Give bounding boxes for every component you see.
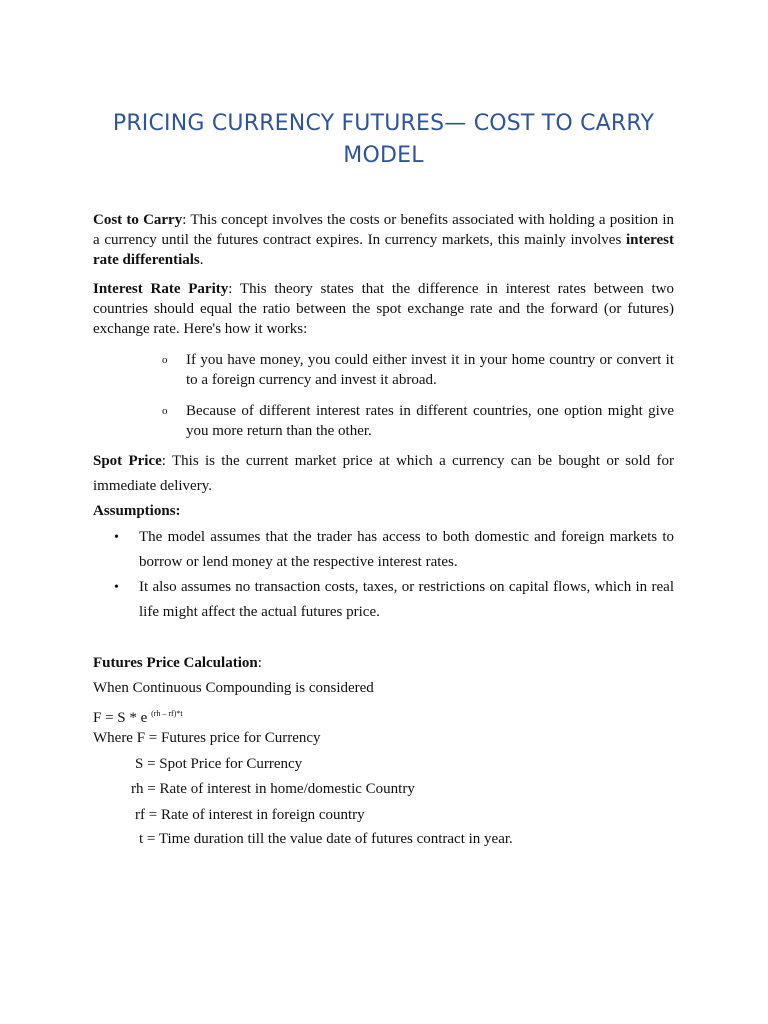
assumption-item-2 [114,575,674,625]
assumption-text: It also assumes no transaction costs, taxes, or restrictions on capital flows, which in real life might affect the actual futures price. [139,579,674,620]
cost-to-carry-paragraph [93,210,674,270]
assumptions-heading-text: Assumptions: [93,503,181,519]
spot-price-term: Spot Price [93,453,162,469]
definition-rf: rf = Rate of interest in foreign country [135,807,365,823]
formula-exponent: (rh – rf)*t [151,709,183,718]
futures-calc-heading-colon: : [257,655,262,671]
assumption-text: The model assumes that the trader has access to both domestic and foreign markets to borrow or lend money at the respective interest rates. [139,529,674,570]
futures-calc-heading [93,653,262,673]
cost-to-carry-term: Cost to Carry [93,212,183,228]
formula-line [93,704,183,728]
cost-to-carry-end: . [199,252,204,268]
continuous-compounding-line: When Continuous Compounding is considered [93,680,374,696]
futures-calc-heading-text: Futures Price Calculation [93,655,258,671]
formula-base: F = S * e [93,710,152,726]
definition-t: t = Time duration till the value date of futures contract in year. [139,831,513,847]
definition-f: Where F = Futures price for Currency [93,730,321,746]
bullet-icon: • [114,580,119,595]
definition-s: S = Spot Price for Currency [135,756,303,772]
assumption-item-1 [114,525,674,575]
parity-point-text: Because of different interest rates in different countries, one option might give you more return than the other. [186,403,674,439]
spot-price-paragraph [93,449,674,499]
bullet-icon: • [114,530,119,545]
spot-price-text: : This is the current market price at which a currency can be bought or sold for immediate delivery. [93,453,674,494]
page-title: PRICING CURRENCY FUTURES— COST TO CARRY MODEL [112,111,655,168]
circle-bullet-icon: o [162,354,168,366]
interest-rate-parity-text: : This theory states that the difference in interest rates between two countries should equal the ratio between the spot exchange rate and the forward (or futures) exchange rate. Here's how it works: [93,281,674,337]
parity-point-1 [162,350,674,390]
interest-rate-parity-paragraph [93,279,674,339]
definition-rh: rh = Rate of interest in home/domestic Country [131,781,415,797]
parity-point-text: If you have money, you could either invest it in your home country or convert it to a foreign currency and invest it abroad. [186,352,674,388]
assumptions-heading [93,499,674,524]
cost-to-carry-text: : This concept involves the costs or benefits associated with holding a position in a currency until the futures contract expires. In currency markets, this mainly involves [93,212,674,248]
parity-point-2 [162,401,674,441]
interest-rate-parity-term: Interest Rate Parity [93,281,229,297]
cost-to-carry-emphasis: interest rate differentials [93,232,674,268]
circle-bullet-icon: o [162,405,168,417]
